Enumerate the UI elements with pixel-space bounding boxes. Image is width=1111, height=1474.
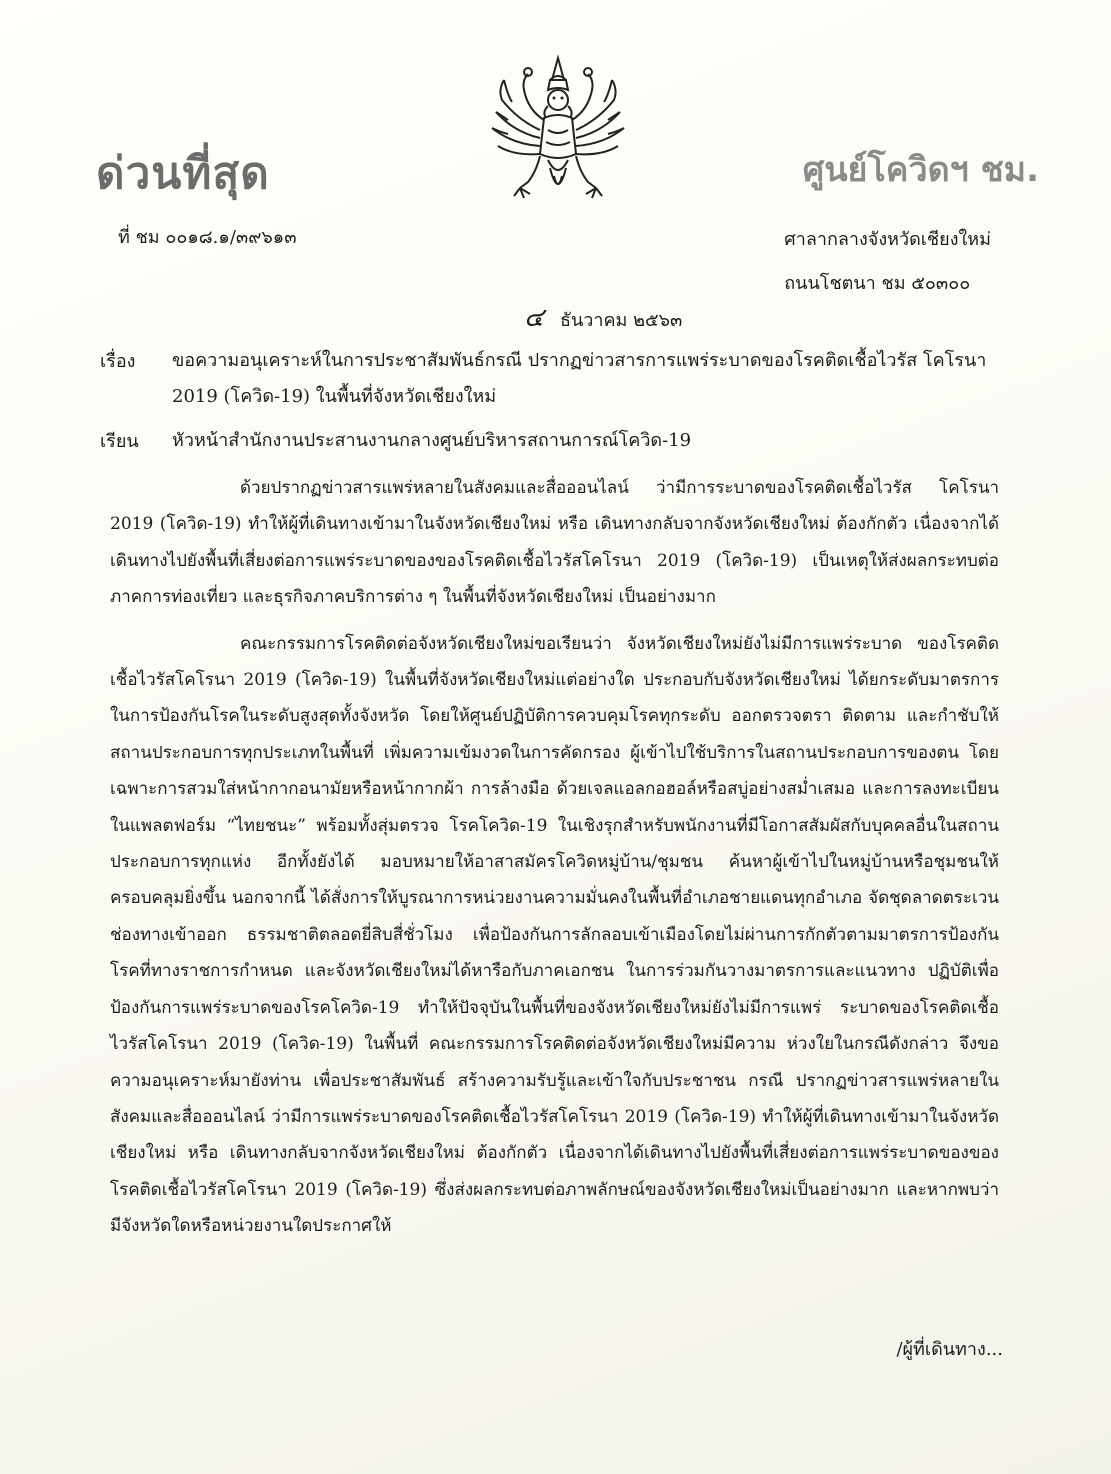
reference-number: ที่ ชม ๐๐๑๘.๑/๓๙๖๑๓ (118, 227, 297, 248)
sender-address (784, 218, 991, 306)
date-day: ๔ (524, 303, 544, 333)
garuda-emblem-icon (478, 50, 638, 210)
urgency-stamp: ด่วนที่สุด (96, 148, 270, 199)
date-month-year: ธันวาคม ๒๕๖๓ (560, 310, 683, 331)
recipient-label: เรียน (100, 431, 139, 452)
department-stamp: ศูนย์โควิดฯ ชม. (802, 150, 1039, 190)
recipient-text: หัวหน้าสำนักงานประสานงานกลางศูนย์บริหารสถานการณ์โควิด-19 (172, 430, 692, 451)
body-paragraph-2: คณะกรรมการโรคติดต่อจังหวัดเชียงใหม่ขอเรียนว่า จังหวัดเชียงใหม่ยังไม่มีการแพร่ระบาด ของโรคติดเชื้อไวรัสโคโรนา 2019 (โควิด-19) ในพื้นที่จังหวัดเชียงใหม่แต่อย่างใด ประกอบกับจังหวัดเชียงใหม่ ได้ยกระดับมาตรการในการป้องกันโรคในระดับสูงสุดทั้งจังหวัด โดยให้ศูนย์ปฏิบัติการควบคุมโรคทุกระดับ ออกตรวจตรา ติดตาม และกำชับให้สถานประกอบการทุกประเภทในพื้นที่ เพิ่มความเข้มงวดในการคัดกรอง ผู้เข้าไปใช้บริการในสถานประกอบการของตน โดยเฉพาะการสวมใส่หน้ากากอนามัยหรือหน้ากากผ้า การล้างมือ ด้วยเจลแอลกอฮอล์หรือสบู่อย่างสม่ำเสมอ และการลงทะเบียนในแพลตฟอร์ม “ไทยชนะ” พร้อมทั้งสุ่มตรวจ โรคโควิด-19 ในเชิงรุกสำหรับพนักงานที่มีโอกาสสัมผัสกับบุคคลอื่นในสถานประกอบการทุกแห่ง อีกทั้งยังได้ มอบหมายให้อาสาสมัครโควิดหมู่บ้าน/ชุมชน ค้นหาผู้เข้าไปในหมู่บ้านหรือชุมชนให้ครอบคลุมยิ่งขึ้น นอกจากนี้ ได้สั่งการให้บูรณาการหน่วยงานความมั่นคงในพื้นที่อำเภอชายแดนทุกอำเภอ จัดชุดลาดตระเวนช่องทางเข้าออก ธรรมชาติตลอดยี่สิบสี่ชั่วโมง เพื่อป้องกันการลักลอบเข้าเมืองโดยไม่ผ่านการกักตัวตามมาตรการป้องกัน โรคที่ทางราชการกำหนด และจังหวัดเชียงใหม่ได้หารือกับภาคเอกชน ในการร่วมกันวางมาตรการและแนวทาง ปฏิบัติเพื่อป้องกันการแพร่ระบาดของโรคโควิด-19 ทำให้ปัจจุบันในพื้นที่ของจังหวัดเชียงใหม่ยังไม่มีการแพร่ ระบาดของโรคติดเชื้อไวรัสโคโรนา 2019 (โควิด-19) ในพื้นที่ คณะกรรมการโรคติดต่อจังหวัดเชียงใหม่มีความ ห่วงใยในกรณีดังกล่าว จึงขอความอนุเคราะห์มายังท่าน เพื่อประชาสัมพันธ์ สร้างความรับรู้และเข้าใจกับประชาชน กรณี ปรากฏข่าวสารแพร่หลายในสังคมและสื่อออนไลน์ ว่ามีการแพร่ระบาดของโรคติดเชื้อไวรัสโคโรนา 2019 (โควิด-19) ทำให้ผู้ที่เดินทางเข้ามาในจังหวัดเชียงใหม่ หรือ เดินทางกลับจากจังหวัดเชียงใหม่ ต้องกักตัว เนื่องจากได้เดินทางไปยังพื้นที่เสี่ยงต่อการแพร่ระบาดของของโรคติดเชื้อไวรัสโคโรนา 2019 (โควิด-19) ซึ่งส่งผลกระทบต่อภาพลักษณ์ของจังหวัดเชียงใหม่เป็นอย่างมาก และหากพบว่า มีจังหวัดใดหรือหน่วยงานใดประกาศให้ (110, 633, 999, 1237)
address-line-2: ถนนโชตนา ชม ๕๐๓๐๐ (784, 273, 971, 294)
address-line-1: ศาลากลางจังหวัดเชียงใหม่ (784, 229, 991, 250)
continuation-marker: /ผู้ที่เดินทาง... (896, 1339, 1003, 1360)
letter-body (110, 470, 999, 1245)
subject-label: เรื่อง (100, 351, 136, 372)
body-paragraph-1: ด้วยปรากฏข่าวสารแพร่หลายในสังคมและสื่อออนไลน์ ว่ามีการระบาดของโรคติดเชื้อไวรัส โคโรนา 2019 (โควิด-19) ทำให้ผู้ที่เดินทางเข้ามาในจังหวัดเชียงใหม่ หรือ เดินทางกลับจากจังหวัดเชียงใหม่ ต้องกักตัว เนื่องจากได้เดินทางไปยังพื้นที่เสี่ยงต่อการแพร่ระบาดของของโรคติดเชื้อไวรัสโคโรนา 2019 (โควิด-19) เป็นเหตุให้ส่งผลกระทบต่อภาคการท่องเที่ยว และธุรกิจภาคบริการต่าง ๆ ในพื้นที่จังหวัดเชียงใหม่ เป็นอย่างมาก (110, 478, 999, 608)
letter-date (524, 303, 683, 334)
subject-text: ขอความอนุเคราะห์ในการประชาสัมพันธ์กรณี ปรากฏข่าวสารการแพร่ระบาดของโรคติดเชื้อไวรัส โคโรนา 2019 (โควิด-19) ในพื้นที่จังหวัดเชียงใหม่ (172, 350, 987, 407)
